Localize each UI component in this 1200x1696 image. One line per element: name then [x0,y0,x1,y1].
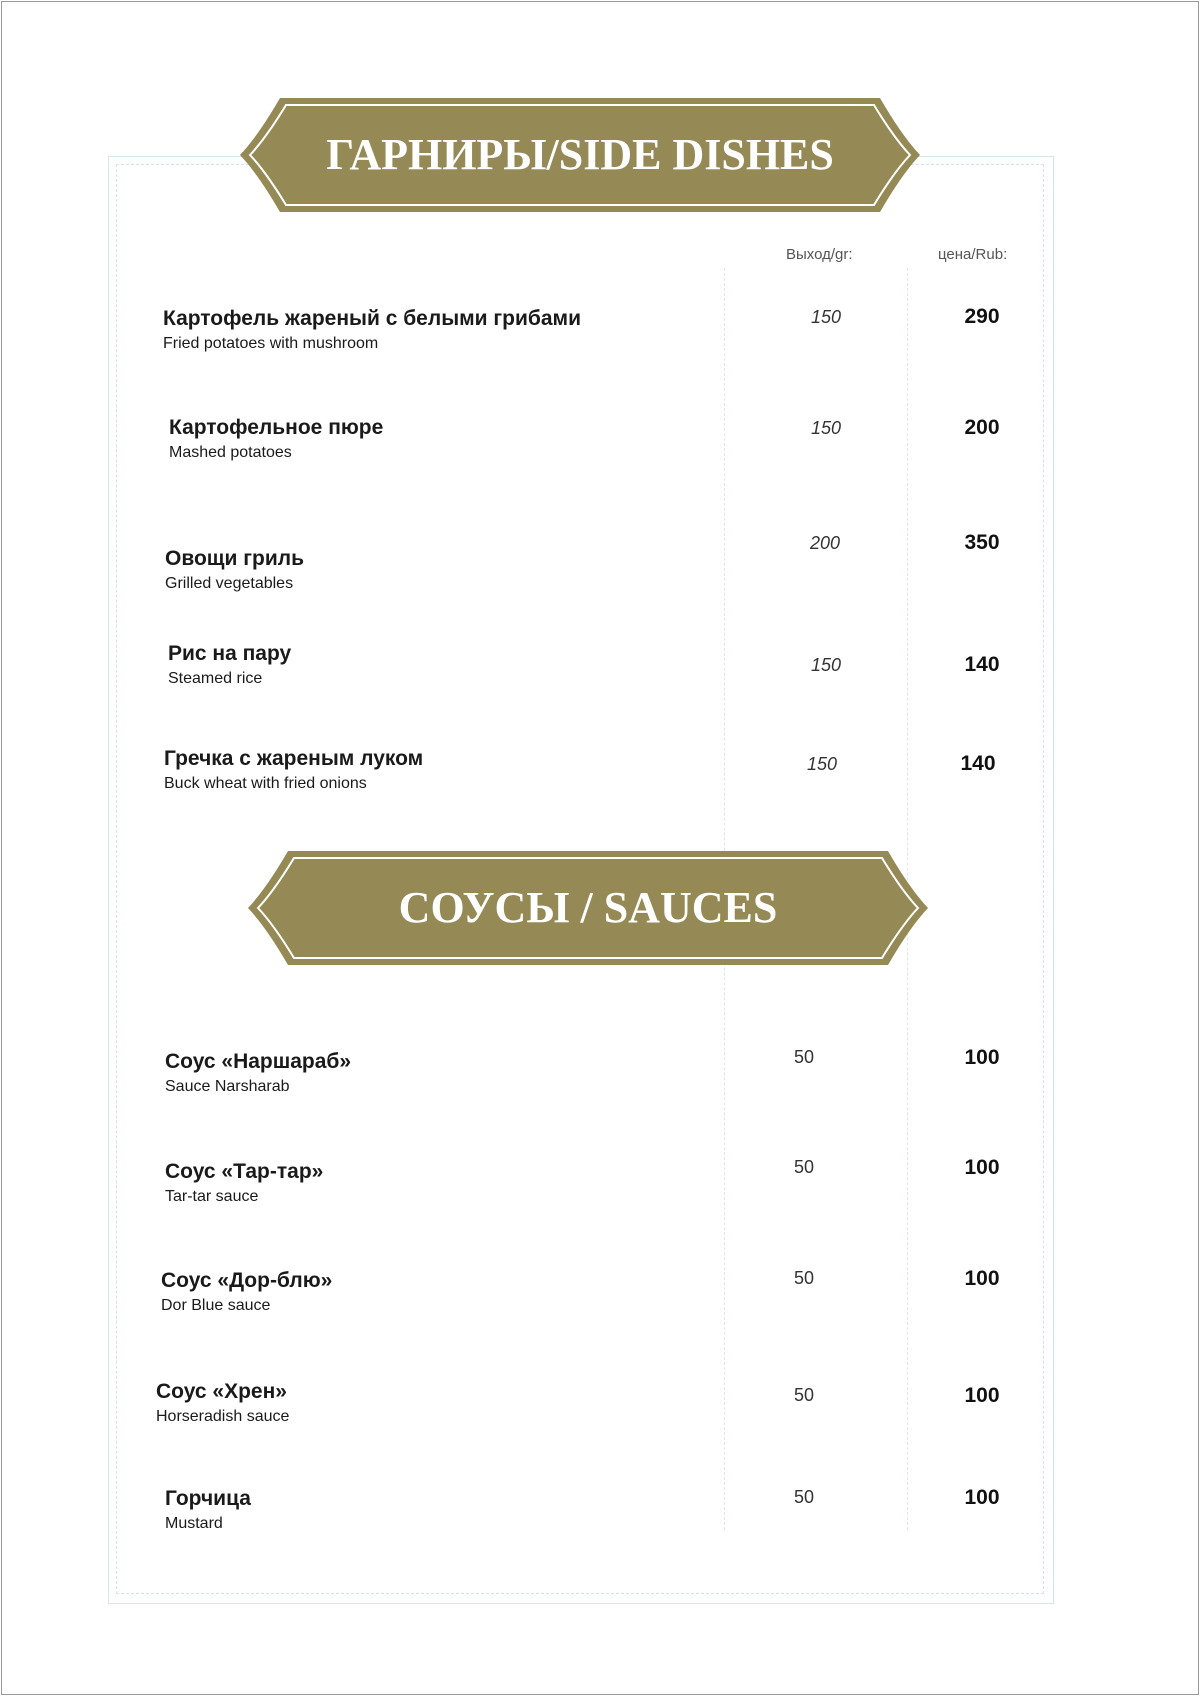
dish-weight: 200 [809,533,841,553]
dish-price: 100 [964,1046,1000,1069]
side-dish-item [165,547,304,593]
dish-weight: 150 [810,307,842,327]
dish-price: 350 [964,531,1000,554]
sauce-item [156,1380,289,1426]
dish-name-ru: Картофель жареный с белыми грибами [163,307,581,330]
dish-price: 100 [964,1156,1000,1179]
sauces-title: СОУСЫ / SAUCES [398,883,778,932]
dish-weight: 50 [793,1385,815,1405]
dish-price: 140 [960,752,996,775]
dish-name-ru: Рис на пару [168,642,292,665]
dish-weight: 50 [793,1487,815,1507]
dish-name-ru: Овощи гриль [165,547,304,570]
dish-name-ru: Соус «Дор-блю» [161,1269,333,1292]
sauce-item [165,1160,323,1206]
dish-price: 200 [964,416,1000,439]
dish-name-en: Dor Blue sauce [161,1297,271,1314]
side-dish-item [168,642,291,688]
side-dish-item [163,307,581,353]
dish-weight: 150 [810,418,842,438]
dish-name-ru: Гречка с жареным луком [164,747,424,770]
dish-name-ru: Соус «Наршараб» [165,1050,352,1073]
dish-weight: 50 [793,1157,815,1177]
side-dish-item [164,747,423,793]
sauce-item [165,1050,351,1096]
dish-weight: 150 [810,655,842,675]
dish-name-ru: Соус «Тар-тар» [165,1160,324,1183]
dish-price: 100 [964,1486,1000,1509]
dish-weight: 150 [806,754,838,774]
dish-name-ru: Картофельное пюре [169,416,384,439]
price-column-header: цена/Rub: [938,246,1008,263]
dish-weight: 50 [793,1047,815,1067]
dish-name-en: Horseradish sauce [156,1408,290,1425]
dish-price: 100 [964,1267,1000,1290]
sauce-item [165,1487,251,1533]
dish-name-ru: Соус «Хрен» [156,1380,287,1403]
dish-name-en: Grilled vegetables [165,575,294,592]
dish-name-en: Tar-tar sauce [165,1188,259,1205]
sauce-item [161,1269,332,1315]
dish-name-en: Fried potatoes with mushroom [163,335,379,352]
dish-name-en: Sauce Narsharab [165,1078,290,1095]
side-dishes-banner [238,96,922,214]
dish-name-en: Buck wheat with fried onions [164,775,367,792]
dish-weight: 50 [793,1268,815,1288]
side-dishes-title: ГАРНИРЫ/SIDE DISHES [326,130,834,179]
dish-name-ru: Горчица [165,1487,251,1510]
dish-price: 100 [964,1384,1000,1407]
side-dish-item [169,416,383,462]
dish-price: 290 [964,305,1000,328]
dish-name-en: Mustard [165,1515,223,1532]
dish-name-en: Mashed potatoes [169,444,292,461]
sauces-banner [246,849,930,967]
dish-price: 140 [964,653,1000,676]
weight-column-header: Выход/gr: [786,246,853,263]
dish-name-en: Steamed rice [168,670,263,687]
